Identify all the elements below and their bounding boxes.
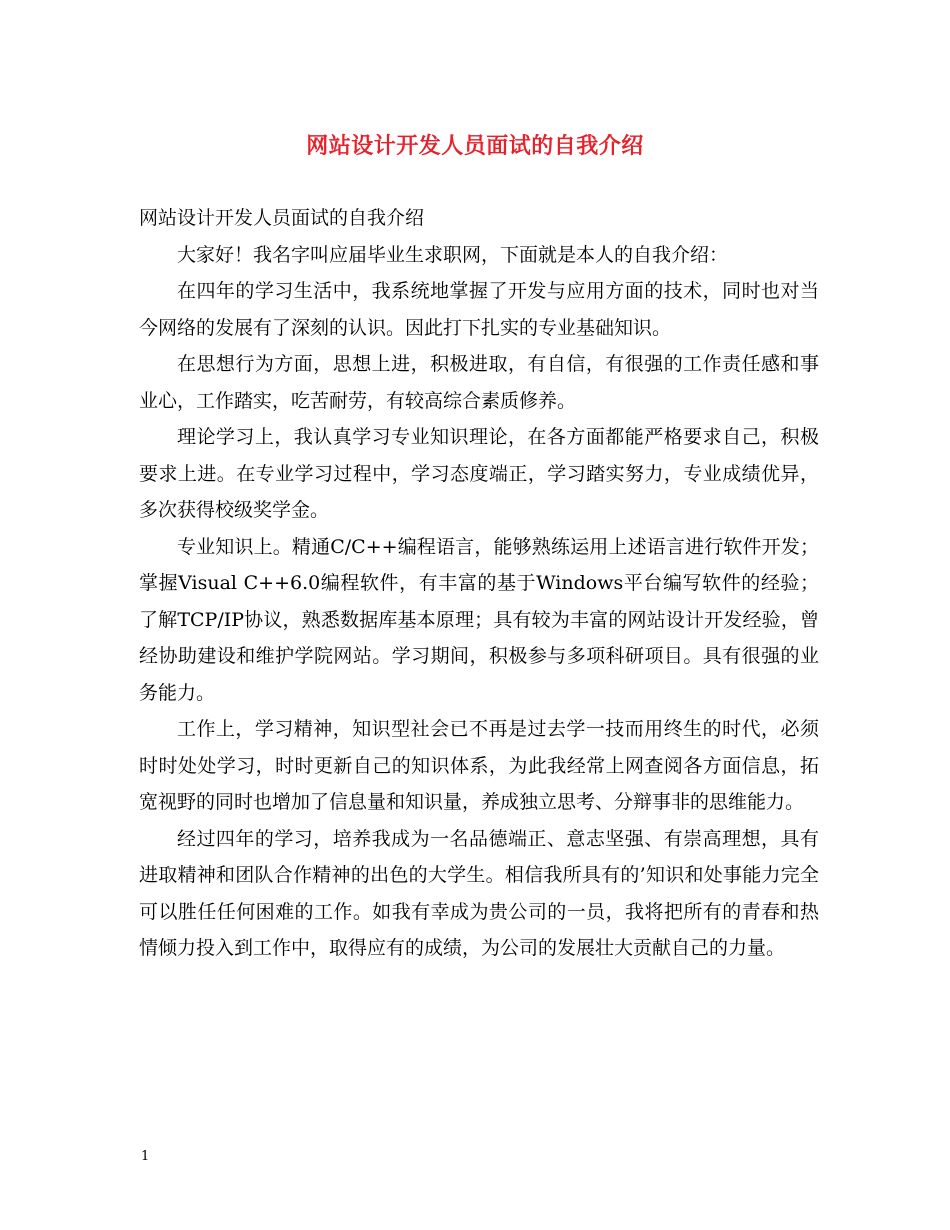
- paragraph-work: 工作上，学习精神，知识型社会已不再是过去学一技而用终生的时代，必须时时处处学习，时时更新自己的知识体系，为此我经常上网查阅各方面信息，拓宽视野的同时也增加了信息量和知识量，养成独立思考、分辩事非的思维能力。: [139, 718, 819, 813]
- document-body: [139, 200, 819, 967]
- paragraph-study-life: 在四年的学习生活中，我系统地掌握了开发与应用方面的技术，同时也对当今网络的发展有了深刻的认识。因此打下扎实的专业基础知识。: [139, 280, 819, 339]
- paragraph-professional-skills: 专业知识上。精通C/C++编程语言，能够熟练运用上述语言进行软件开发；掌握Visual C++6.0编程软件，有丰富的基于Windows平台编写软件的经验；了解TCP/IP协议，熟悉数据库基本原理；具有较为丰富的网站设计开发经验，曾经协助建设和维护学院网站。学习期间，积极参与多项科研项目。具有很强的业务能力。: [139, 535, 819, 704]
- paragraph-ideology: 在思想行为方面，思想上进，积极进取，有自信，有很强的工作责任感和事业心，工作踏实，吃苦耐劳，有较高综合素质修养。: [139, 353, 819, 412]
- paragraph-greeting: 大家好！我名字叫应届毕业生求职网，下面就是本人的自我介绍：: [177, 243, 729, 266]
- document-title: 网站设计开发人员面试的自我介绍: [306, 133, 644, 159]
- paragraph-theory-study: 理论学习上，我认真学习专业知识理论，在各方面都能严格要求自己，积极要求上进。在专业学习过程中，学习态度端正，学习踏实努力，专业成绩优异，多次获得校级奖学金。: [139, 426, 819, 521]
- paragraph-conclusion: 经过四年的学习，培养我成为一名品德端正、意志坚强、有崇高理想，具有进取精神和团队合作精神的出色的大学生。相信我所具有的’知识和处事能力完全可以胜任任何困难的工作。如我有幸成为贵公司的一员，我将把所有的青春和热情倾力投入到工作中，取得应有的成绩，为公司的发展壮大贡献自己的力量。: [139, 827, 819, 959]
- document-subtitle: 网站设计开发人员面试的自我介绍: [139, 207, 425, 229]
- page-number: 1: [141, 1149, 150, 1164]
